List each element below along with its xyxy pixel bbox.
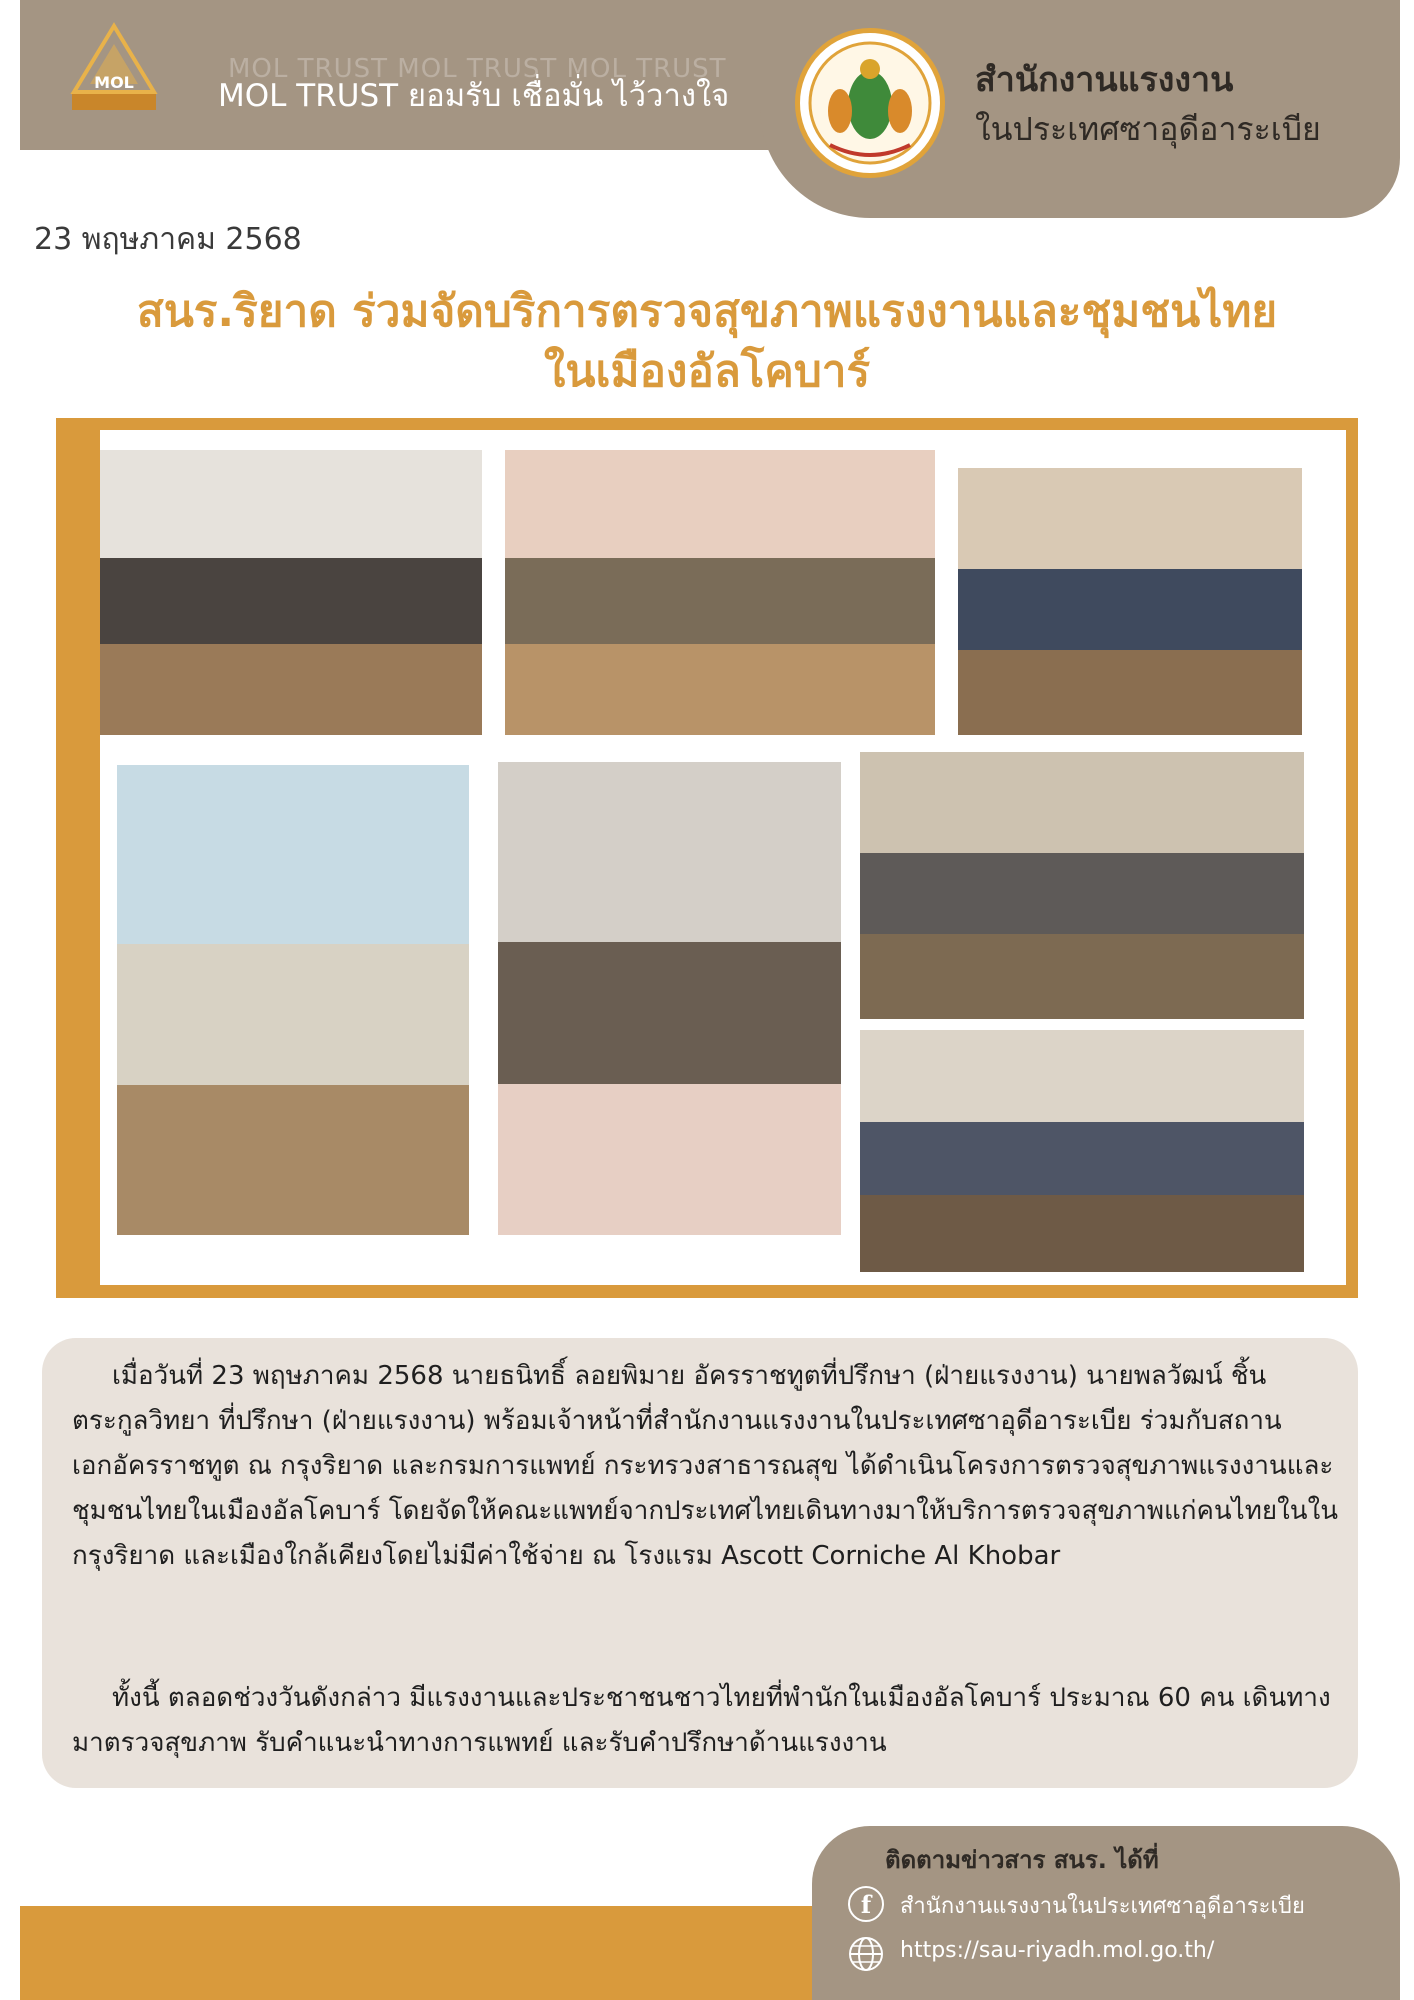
logo-text: MOL <box>94 73 134 92</box>
article-headline <box>40 282 1374 402</box>
photo-group-standing-with-banner <box>860 752 1304 1019</box>
photo-officials-at-registration-table <box>100 450 482 735</box>
follow-label: ติดตามข่าวสาร สนร. ได้ที่ <box>885 1846 1159 1874</box>
headline-line-2: ในเมืองอัลโคบาร์ <box>543 346 871 397</box>
article-date: 23 พฤษภาคม 2568 <box>34 222 302 257</box>
facebook-icon[interactable]: f <box>848 1886 884 1922</box>
photo-nurse-checking-patient <box>117 765 469 1235</box>
photo-attendees-seated-at-tables <box>860 1030 1304 1272</box>
article-paragraph-2: ทั้งนี้ ตลอดช่วงวันดังกล่าว มีแรงงานและประชาชนชาวไทยที่พำนักในเมืองอัลโคบาร์ ประมาณ 60 คน เดินทางมาตรวจสุขภาพ รับคำแนะนำทางการแพทย์ และรับคำปรึกษาด้านแรงงาน <box>72 1683 1331 1758</box>
tagline-watermark: MOL TRUST MOL TRUST MOL TRUST <box>228 54 727 84</box>
photo-doctor-briefing-seated-group <box>505 450 935 735</box>
website-link[interactable]: https://sau-riyadh.mol.go.th/ <box>900 1938 1215 1963</box>
facebook-link[interactable]: สำนักงานแรงงานในประเทศซาอุดีอาระเบีย <box>900 1894 1305 1919</box>
photo-speaker-addressing-audience <box>958 468 1302 735</box>
headline-line-1: สนร.ริยาด ร่วมจัดบริการตรวจสุขภาพแรงงานและชุมชนไทย <box>136 286 1278 337</box>
globe-icon[interactable] <box>848 1936 884 1972</box>
tagline: MOL TRUST ยอมรับ เชื่อมั่น ไว้วางใจ <box>218 78 730 114</box>
photo-group-in-hotel-corridor <box>498 762 841 1235</box>
office-title: สำนักงานแรงงาน <box>975 60 1234 100</box>
mol-logo <box>58 22 170 122</box>
office-subtitle: ในประเทศซาอุดีอาระเบีย <box>975 110 1321 148</box>
ministry-seal <box>795 28 945 178</box>
article-paragraph-1: เมื่อวันที่ 23 พฤษภาคม 2568 นายธนิทธิ์ ลอยพิมาย อัครราชทูตที่ปรึกษา (ฝ่ายแรงงาน) นายพลวัฒน์ ชิ้นตระกูลวิทยา ที่ปรึกษา (ฝ่ายแรงงาน) พร้อมเจ้าหน้าที่สำนักงานแรงงานในประเทศซาอุดีอาระเบีย ร่วมกับสถานเอกอัครราชทูต ณ กรุงริยาด และกรมการแพทย์ กระทรวงสาธารณสุข ได้ดำเนินโครงการตรวจสุขภาพแรงงานและชุมชนไทยในเมืองอัลโคบาร์ โดยจัดให้คณะแพทย์จากประเทศไทยเดินทางมาให้บริการตรวจสุขภาพแก่คนไทยในในกรุงริยาด และเมืองใกล้เคียงโดยไม่มีค่าใช้จ่าย ณ โรงแรม Ascott Corniche Al Khobar <box>72 1361 1339 1571</box>
